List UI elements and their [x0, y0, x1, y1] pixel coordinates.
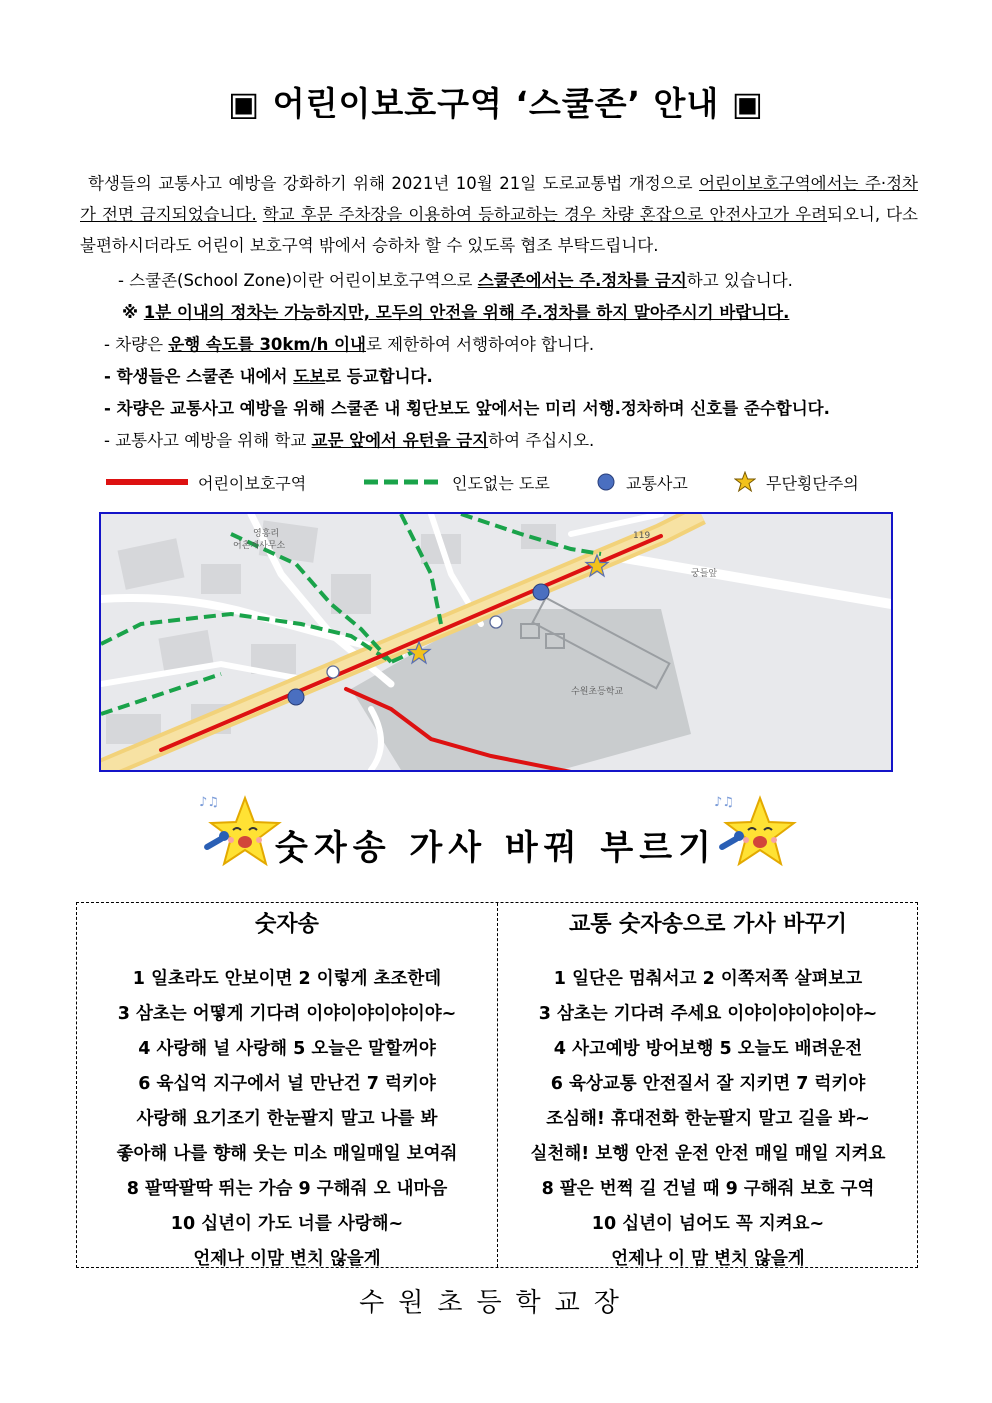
map-label-place2: 어촌계사무소 — [233, 541, 286, 551]
map-label-place1: 영흥리 — [253, 529, 280, 539]
map-legend — [106, 468, 886, 496]
legend-jaywalk-label: 무단횡단주의 — [766, 473, 859, 493]
traffic-song-header: 교통 숫자송으로 가사 바꾸기 — [568, 912, 847, 937]
lyric-line: 8 팔딱팔딱 뛰는 가슴 9 구해줘 오 내마음 — [126, 1179, 448, 1199]
red-line-icon — [106, 477, 188, 487]
bullet-emphasis: 스쿨존에서는 주.정차를 금지 — [477, 271, 687, 290]
singing-star-icon — [708, 790, 798, 880]
page-title: ▣ 어린이보호구역 ‘스쿨존’ 안내 ▣ — [228, 84, 764, 123]
lyric-line: 3 삼초는 어떻게 기다려 이야이야이야이야~ — [117, 1004, 457, 1024]
bullet-text: 하여 주십시오. — [488, 431, 595, 450]
lyric-line: 8 팔은 번쩍 길 건널 때 9 구해줘 보호 구역 — [541, 1179, 875, 1199]
map-label-road: 119 — [633, 531, 651, 541]
map-label-school: 수원초등학교 — [571, 687, 624, 697]
accident-marker — [288, 689, 304, 705]
bullet-emphasis: 도보 — [293, 367, 326, 386]
lyric-line: 언제나 이맘 변치 않을게 — [193, 1249, 381, 1269]
lyric-line: 언제나 이 맘 변치 않을게 — [611, 1249, 805, 1269]
lyric-line: 1 일초라도 안보이면 2 이렇게 초조한데 — [132, 969, 442, 989]
legend-jaywalk — [734, 468, 859, 496]
bullet-text: - 교통사고 예방을 위해 학교 — [104, 431, 312, 450]
traffic-song-column — [498, 903, 918, 1277]
bullet-text: ※ — [122, 303, 144, 322]
lyric-line: 6 육십억 지구에서 널 만난건 7 럭키야 — [138, 1074, 436, 1094]
intro-text-4: 학교 후문 주차장을 이용하여 등하교하는 경우 차량 혼잡으로 안전사고가 우려 — [262, 205, 828, 224]
lyric-line: 10 십년이 가도 너를 사랑해~ — [170, 1214, 404, 1234]
bullet-stop-note — [122, 299, 789, 323]
lyric-line: 6 육상교통 안전질서 잘 지키면 7 럭키야 — [550, 1074, 866, 1094]
lyric-line: 4 사랑해 널 사랑해 5 오늘은 말할꺼야 — [138, 1039, 436, 1059]
lyric-line: 3 삼초는 기다려 주세요 이야이야이야이야~ — [538, 1004, 878, 1024]
bullet-text: 하고 있습니다. — [686, 271, 793, 290]
lyrics-table — [76, 902, 918, 1268]
lyric-line: 조심해! 휴대전화 한눈팔지 말고 길을 봐~ — [546, 1109, 870, 1129]
bullet-uturn — [104, 427, 594, 451]
intro-text-5: 되오니, 다소 불편하시더라도 어린이 보호구역 밖에서 승하차 할 수 있도록 협조 부탁드립니다. — [80, 205, 918, 255]
bullet-crosswalk — [104, 395, 830, 419]
svg-text:♪♫: ♪♫ — [199, 795, 219, 810]
bullet-emphasis: 운행 속도를 30km/h 이내 — [168, 335, 366, 354]
star-warning-icon — [734, 471, 756, 493]
bullet-speed — [104, 331, 594, 355]
bullet-text: - 차량은 — [104, 335, 169, 354]
green-dash-icon — [364, 477, 442, 487]
legend-zone — [106, 468, 306, 496]
bullet-emphasis: 1분 이내의 정차는 가능하지만, 모두의 안전을 위해 주.정차를 하지 말아주시기 바랍니다. — [143, 303, 790, 322]
bullet-text: - 스쿨존(School Zone)이란 어린이보호구역으로 — [118, 271, 478, 290]
map-canvas — [101, 514, 891, 770]
principal-signature: 수원초등학교장 — [359, 1288, 633, 1318]
legend-no-sidewalk-label: 인도없는 도로 — [452, 473, 550, 493]
original-song-column — [77, 903, 497, 1277]
legend-zone-label: 어린이보호구역 — [198, 473, 307, 493]
legend-accident-label: 교통사고 — [626, 473, 688, 493]
lyric-line: 4 사고예방 방어보행 5 오늘도 배려운전 — [553, 1039, 863, 1059]
bullet-emphasis: 교문 앞에서 유턴을 금지 — [311, 431, 489, 450]
school-zone-map — [99, 512, 893, 772]
intro-text-2: 어린이보호구역에서는 주·정차가 전면 금지되었습니다. — [80, 174, 918, 224]
accident-dot-icon — [596, 472, 616, 492]
legend-accident — [596, 468, 688, 496]
lyric-line: 1 일단은 멈춰서고 2 이쪽저쪽 살펴보고 — [553, 969, 863, 989]
map-label-place3: 궁들앞 — [691, 569, 718, 579]
bullet-walk — [104, 363, 433, 387]
legend-no-sidewalk — [364, 468, 550, 496]
accident-marker — [533, 584, 549, 600]
song-title: 숫자송 가사 바꿔 부르기 — [275, 828, 717, 868]
bullet-text: 로 등교합니다. — [325, 367, 433, 386]
lyric-line: 실천해! 보행 안전 운전 안전 매일 매일 지켜요 — [530, 1144, 886, 1164]
lyric-line: 10 십년이 넘어도 꼭 지켜요~ — [591, 1214, 825, 1234]
svg-text:♪♫: ♪♫ — [714, 795, 734, 810]
original-song-header: 숫자송 — [255, 912, 319, 937]
lyric-line: 사랑해 요기조기 한눈팔지 말고 나를 봐 — [136, 1109, 438, 1129]
bullet-text: - 차량은 교통사고 예방을 위해 스쿨존 내 횡단보도 앞에서는 미리 서행.정차하며 신호를 준수합니다. — [104, 399, 830, 418]
bullet-text: - 학생들은 스쿨존 내에서 — [104, 367, 294, 386]
lyric-line: 좋아해 나를 향해 웃는 미소 매일매일 보여줘 — [116, 1144, 458, 1164]
intro-text-1: 학생들의 교통사고 예방을 강화하기 위해 2021년 10월 21일 도로교통법 개정으로 — [88, 174, 700, 193]
bullet-text: 로 제한하여 서행하여야 합니다. — [365, 335, 595, 354]
intro-paragraph — [80, 168, 918, 261]
bullet-school-zone — [118, 267, 793, 291]
